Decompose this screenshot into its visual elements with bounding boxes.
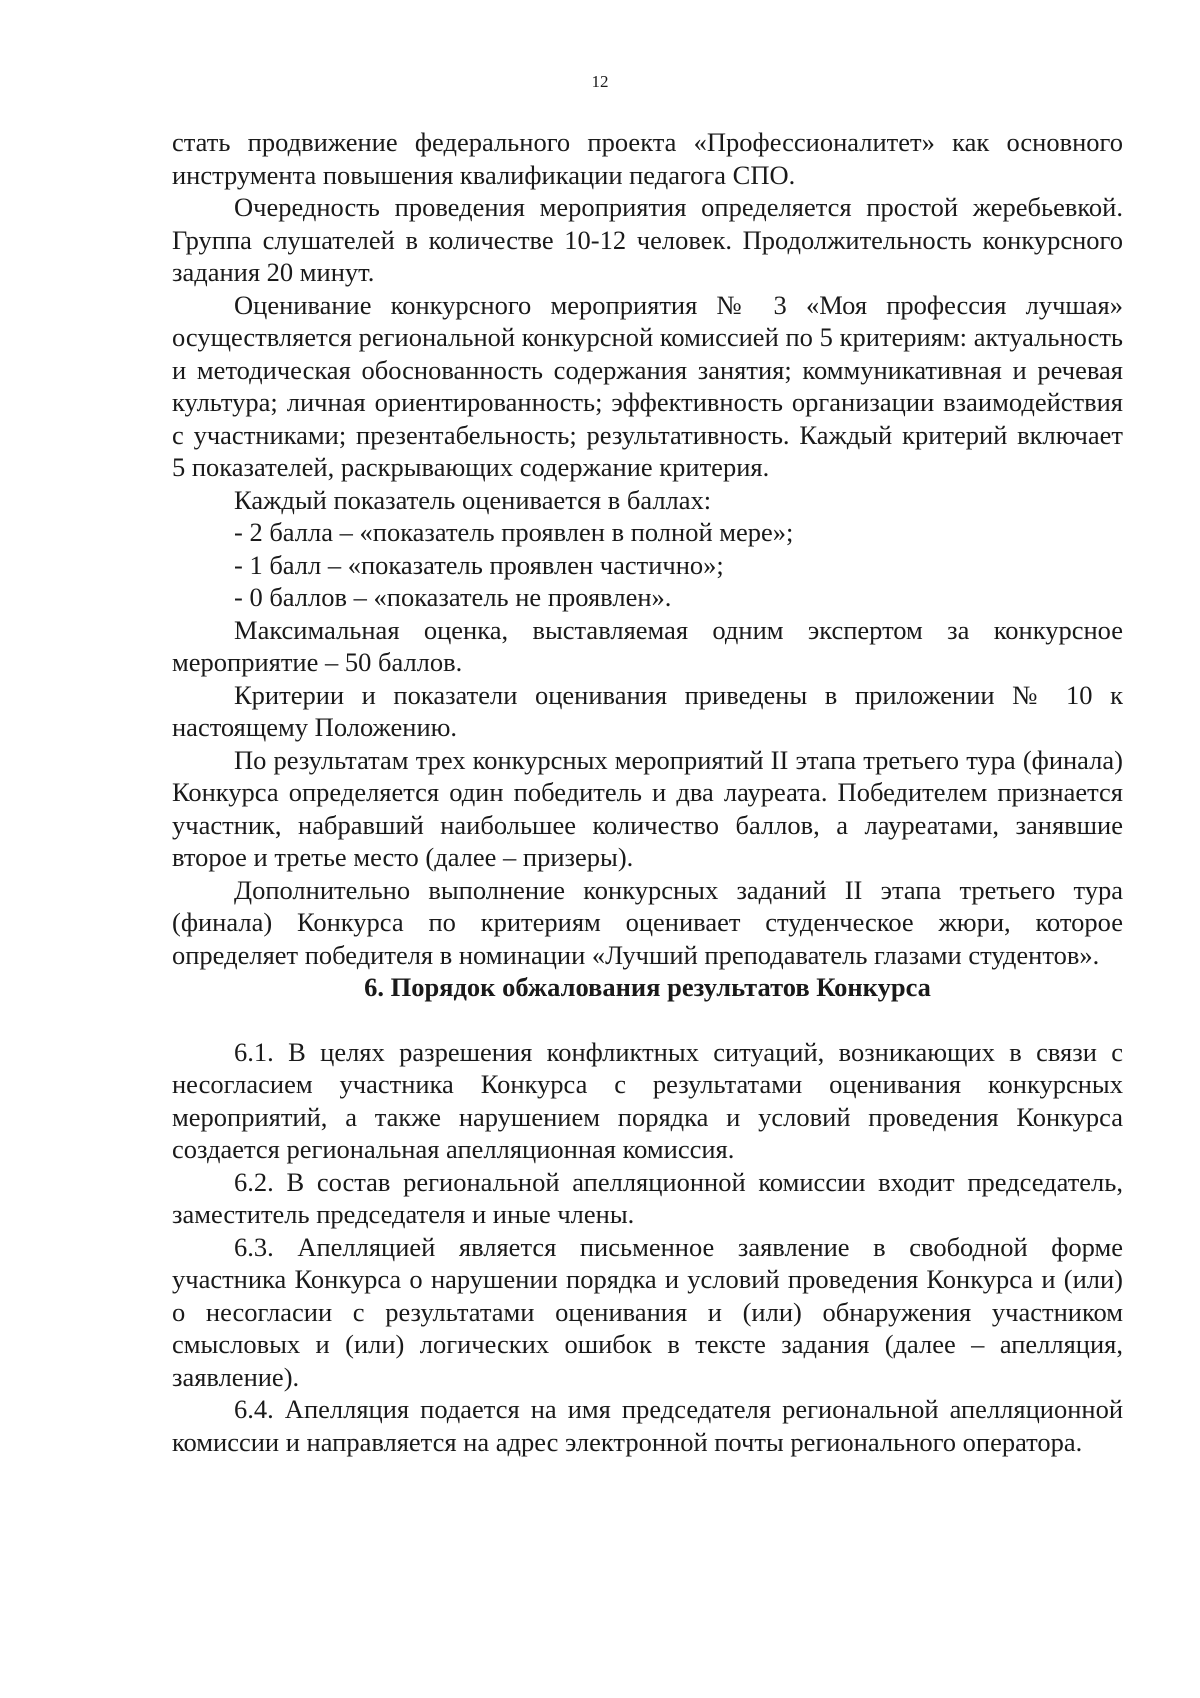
paragraph: Критерии и показатели оценивания приведены в приложении № 10 к настоящему Положению.	[172, 679, 1123, 742]
paragraph: Дополнительно выполнение конкурсных заданий II этапа третьего тура (финала) Конкурса по критериям оценивает студенческое жюри, которое определяет победителя в номинации «Лучший преподаватель глазами студентов».	[172, 874, 1123, 970]
list-item: - 2 балла – «показатель проявлен в полной мере»;	[234, 517, 794, 547]
document-body	[172, 126, 1123, 1458]
paragraph: 6.3. Апелляцией является письменное заявление в свободной форме участника Конкурса о нарушении порядка и условий проведения Конкурса и (или) о несогласии с результатами оценивания и (или) обнаружения участником смысловых и (или) логических ошибок в тексте задания (далее – апелляция, заявление).	[172, 1231, 1123, 1392]
paragraph: 6.4. Апелляция подается на имя председателя региональной апелляционной комиссии и направляется на адрес электронной почты регионального оператора.	[172, 1394, 1123, 1457]
list-item: - 1 балл – «показатель проявлен частично»;	[234, 549, 724, 580]
paragraph: Оценивание конкурсного мероприятия № 3 «Моя профессия лучшая» осуществляется региональной конкурсной комиссией по 5 критериям: актуальность и методическая обоснованность содержания занятия; коммуникативная и речевая культура; личная ориентированность; эффективность организации взаимодействия с участниками; презентабельность; результативность. Каждый критерий включает 5 показателей, раскрывающих содержание критерия.	[172, 289, 1123, 482]
paragraph: 6.2. В состав региональной апелляционной комиссии входит председатель, заместитель председателя и иные члены.	[172, 1166, 1123, 1229]
list-item: - 0 баллов – «показатель не проявлен».	[234, 582, 672, 612]
paragraph: 6.1. В целях разрешения конфликтных ситуаций, возникающих в связи с несогласием участника Конкурса с результатами оценивания конкурсных мероприятий, а также нарушением порядка и условий проведения Конкурса создается региональная апелляционная комиссия.	[172, 1036, 1123, 1164]
paragraph: По результатам трех конкурсных мероприятий II этапа третьего тура (финала) Конкурса определяется один победитель и два лауреата. Победителем признается участник, набравший наибольшее количество баллов, а лауреатами, занявшие второе и третье место (далее – призеры).	[172, 744, 1123, 872]
paragraph: Каждый показатель оценивается в баллах:	[234, 484, 712, 515]
paragraphs-before-section	[172, 126, 1123, 971]
paragraph: Максимальная оценка, выставляемая одним экспертом за конкурсное мероприятие – 50 баллов.	[172, 614, 1123, 677]
paragraph: стать продвижение федерального проекта «Профессионалитет» как основного инструмента повышения квалификации педагога СПО.	[172, 127, 1123, 190]
page-number: 12	[591, 72, 609, 91]
paragraphs-after-section	[172, 1036, 1123, 1459]
section-heading: 6. Порядок обжалования результатов Конкурса	[364, 972, 931, 1002]
paragraph: Очередность проведения мероприятия определяется простой жеребьевкой. Группа слушателей в количестве 10-12 человек. Продолжительность конкурсного задания 20 минут.	[172, 192, 1123, 287]
